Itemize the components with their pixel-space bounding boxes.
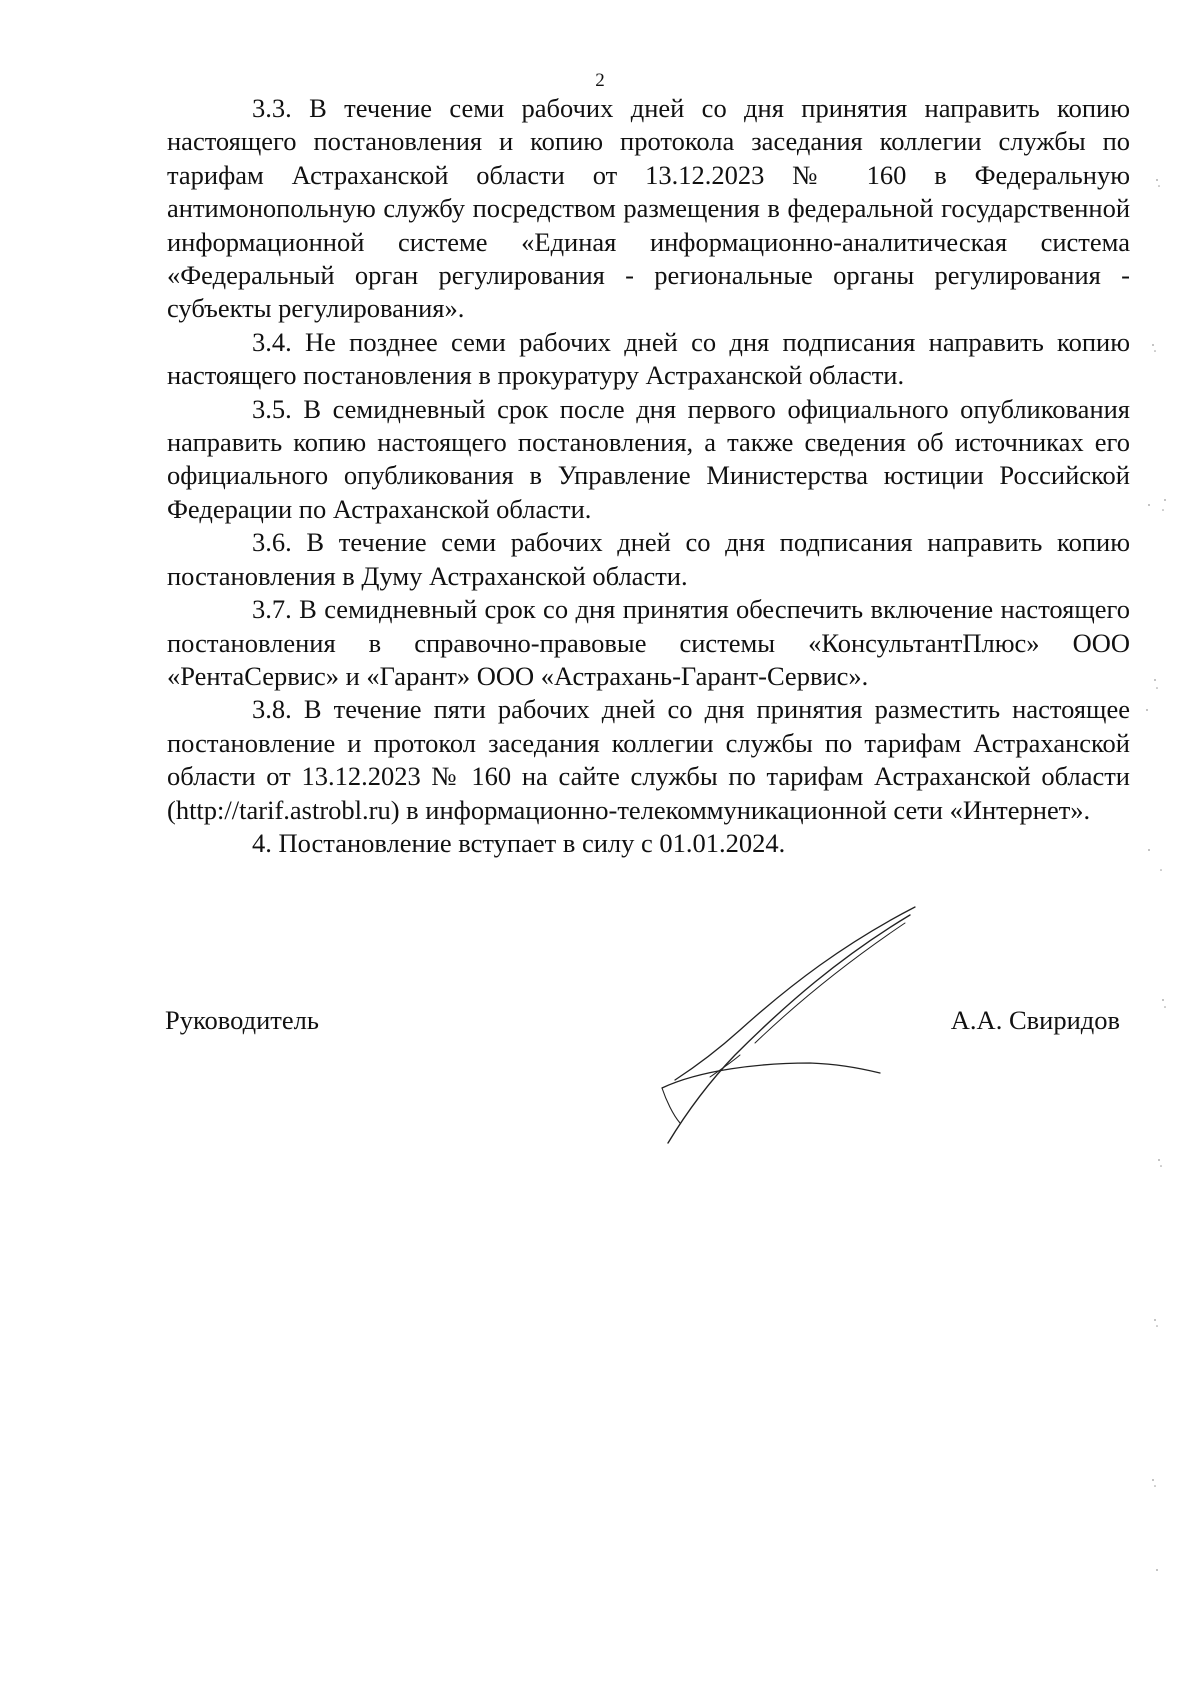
scan-noise-marks [1135,150,1185,1600]
handwritten-signature [640,905,930,1145]
paragraph-4: 4. Постановление вступает в силу с 01.01.2024. [252,827,786,858]
paragraph-3-4: 3.4. Не позднее семи рабочих дней со дня подписания направить копию настоящего постановления в прокуратуру Астраханской области. [167,326,1130,391]
paragraph-3-8: 3.8. В течение пяти рабочих дней со дня принятия разместить настоящее постановление и протокол заседания коллегии службы по тарифам Астраханской области от 13.12.2023 № 160 на сайте службы по тарифам Астраханской области (http://tarif.astrobl.ru) в информационно-телекоммуникационной сети «Интернет». [167,694,1130,825]
document-body [167,92,1130,860]
paragraph-3-5: 3.5. В семидневный срок после дня первого официального опубликования направить копию настоящего постановления, а также сведения об источниках его официального опубликования в Управление Министерства юстиции Российской Федерации по Астраханской области. [167,393,1130,524]
signatory-name: А.А. Свиридов [950,1005,1120,1035]
page-number: 2 [595,70,605,91]
paragraph-3-7: 3.7. В семидневный срок со дня принятия обеспечить включение настоящего постановления в справочно-правовые системы «КонсультантПлюс» ООО «РентаСервис» и «Гарант» ООО «Астрахань-Гарант-Сервис». [167,594,1130,691]
signatory-title: Руководитель [165,1005,319,1035]
paragraph-3-3: 3.3. В течение семи рабочих дней со дня принятия направить копию настоящего постановления и копию протокола заседания коллегии службы по тарифам Астраханской области от 13.12.2023 № 160 в Федеральную антимонопольную службу посредством размещения в федеральной государственной информационной системе «Единая информационно-аналитическая система «Федеральный орган регулирования - региональные органы регулирования - субъекты регулирования». [167,93,1130,324]
paragraph-3-6: 3.6. В течение семи рабочих дней со дня подписания направить копию постановления в Думу Астраханской области. [167,527,1130,591]
